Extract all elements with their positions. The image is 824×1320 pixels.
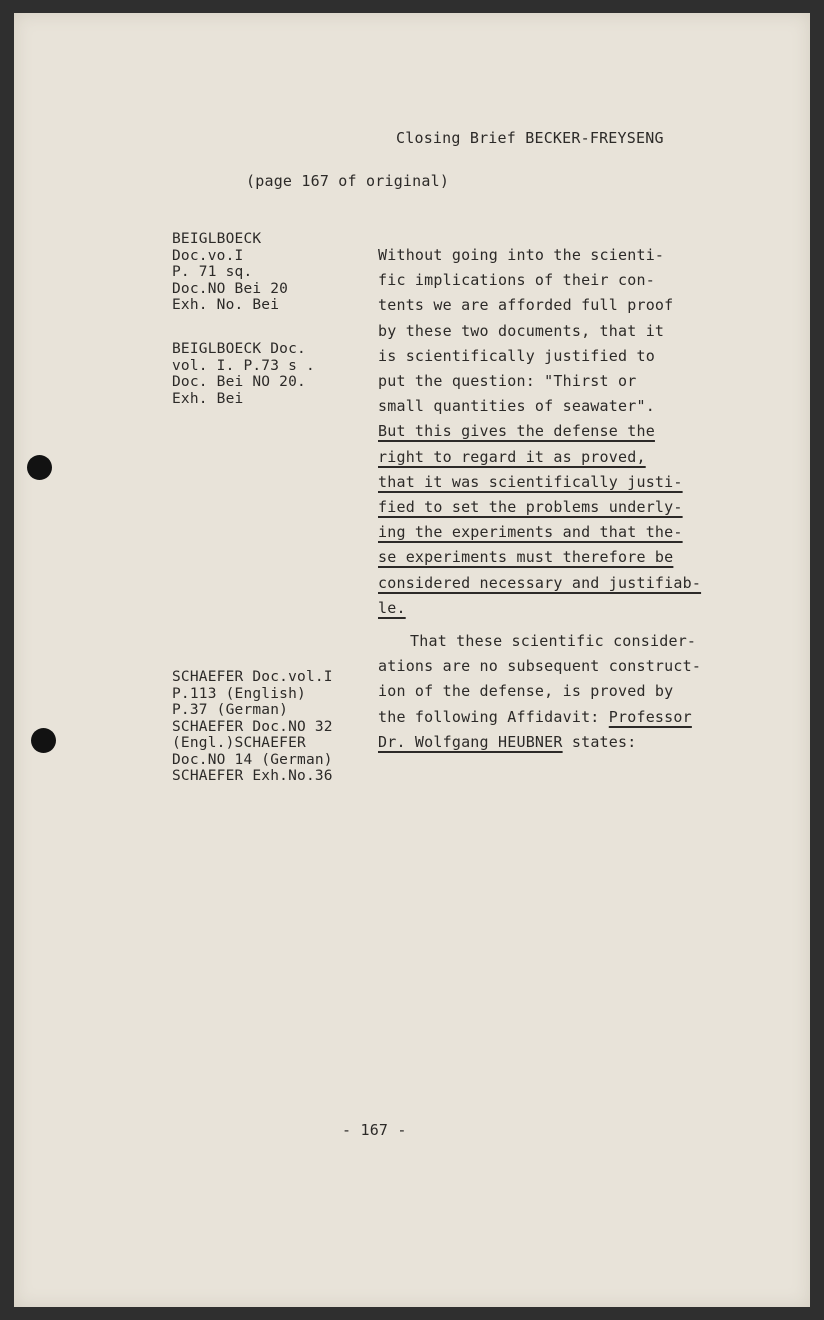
body-line: tents we are afforded full proof	[378, 296, 674, 315]
body-line: fic implications of their con-	[378, 271, 655, 290]
punch-hole	[27, 455, 52, 480]
body-line-underlined: le.	[378, 598, 406, 617]
margin-note-line: P. 71 sq.	[172, 264, 253, 280]
margin-note-line: vol. I. P.73 s .	[172, 357, 315, 374]
body-line-underlined: But this gives the defense the	[378, 422, 655, 441]
margin-note-schaefer	[172, 669, 333, 785]
margin-note-line: Doc.vo.I	[172, 247, 244, 264]
body-line-underlined: right to regard it as proved,	[378, 447, 646, 466]
margin-note-line: Doc. Bei NO 20.	[172, 374, 306, 390]
margin-note-line: P.113 (English)	[172, 685, 306, 702]
margin-note-line: Exh. No. Bei	[172, 297, 280, 313]
margin-note-line: P.37 (German)	[172, 702, 289, 718]
body-line	[378, 730, 748, 755]
margin-note-beiglboeck-1	[172, 231, 288, 314]
affiant-title-underlined: Professor	[608, 707, 692, 726]
margin-note-line: Exh. Bei	[172, 390, 244, 407]
margin-note-line: SCHAEFER Doc.vol.I	[172, 669, 333, 685]
body-paragraph-1	[378, 243, 748, 621]
margin-note-beiglboeck-2	[172, 341, 315, 407]
original-page-reference: (page 167 of original)	[246, 172, 450, 190]
body-text-span: the following Affidavit:	[378, 707, 609, 726]
margin-note-line: BEIGLBOECK	[172, 231, 262, 247]
margin-note-line: Doc.NO Bei 20	[172, 280, 289, 297]
affiant-name-underlined: Dr. Wolfgang HEUBNER	[378, 732, 563, 751]
document-page	[14, 13, 810, 1307]
body-text-span: states:	[562, 732, 637, 751]
body-line	[378, 705, 748, 730]
body-line-underlined: that it was scientifically justi-	[378, 472, 683, 491]
margin-note-line: (Engl.)SCHAEFER	[172, 735, 306, 751]
margin-note-line: SCHAEFER Exh.No.36	[172, 768, 333, 784]
body-line: ion of the defense, is proved by	[378, 682, 674, 701]
punch-hole	[31, 728, 56, 753]
page-number: - 167 -	[342, 1121, 407, 1139]
body-line: is scientifically justified to	[378, 346, 655, 365]
body-line: ations are no subsequent construct-	[378, 657, 702, 676]
margin-note-line: BEIGLBOECK Doc.	[172, 341, 306, 357]
margin-note-line: Doc.NO 14 (German)	[172, 751, 333, 768]
body-paragraph-2	[378, 629, 748, 755]
margin-note-line: SCHAEFER Doc.NO 32	[172, 718, 333, 735]
brief-title: Closing Brief BECKER-FREYSENG	[396, 129, 664, 147]
body-line: Without going into the scienti-	[378, 246, 665, 264]
body-line: small quantities of seawater".	[378, 397, 655, 416]
body-line-underlined: ing the experiments and that the-	[378, 523, 683, 542]
body-line: by these two documents, that it	[378, 321, 665, 340]
body-line-underlined: considered necessary and justifiab-	[378, 573, 702, 592]
body-line-underlined: se experiments must therefore be	[378, 548, 674, 567]
body-line-underlined: fied to set the problems underly-	[378, 498, 683, 517]
body-line: put the question: "Thirst or	[378, 372, 637, 391]
body-line: That these scientific consider-	[410, 632, 697, 650]
